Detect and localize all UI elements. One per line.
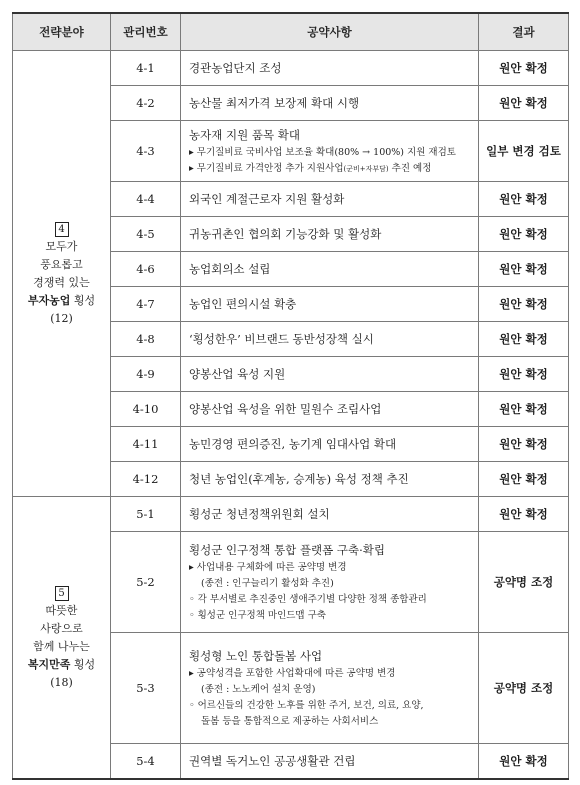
item-sub: ▸ 공약성격을 포함한 사업확대에 따른 공약명 변경 xyxy=(189,668,396,679)
item-title: 양봉산업 육성 지원 xyxy=(181,357,479,392)
item-result: 원안 확정 xyxy=(479,392,569,427)
item-number: 5-1 xyxy=(111,497,181,532)
item-sub: ◦ 어르신들의 건강한 노후를 위한 주거, 보건, 의료, 요양, xyxy=(189,700,424,711)
category-number-5: 5 xyxy=(55,586,69,601)
item-title: 농산물 최저가격 보장제 확대 시행 xyxy=(181,86,479,121)
category-count: (12) xyxy=(50,311,73,325)
item-sub: ▸ 사업내용 구체화에 따른 공약명 변경 xyxy=(189,562,347,573)
item-title: 청년 농업인(후계농, 승계농) 육성 정책 추진 xyxy=(181,462,479,497)
item-result: 원안 확정 xyxy=(479,357,569,392)
item-number: 4-9 xyxy=(111,357,181,392)
category-keyword: 복지만족 xyxy=(27,657,71,671)
item-sub-text: ▸ 무기질비료 가격안정 추가 지원사업 xyxy=(189,163,344,174)
category-text: 풍요롭고 xyxy=(40,257,83,271)
item-result: 원안 확정 xyxy=(479,462,569,497)
item-title: 농민경영 편의증진, 농기계 임대사업 확대 xyxy=(181,427,479,462)
category-cell-5 xyxy=(13,497,111,780)
item-sub: 돌봄 등을 통합적으로 제공하는 사회서비스 xyxy=(201,716,379,727)
header-result: 결과 xyxy=(479,13,569,51)
item-sub xyxy=(189,161,472,177)
item-detail xyxy=(181,633,479,744)
item-title: 농업인 편의시설 확충 xyxy=(181,287,479,322)
item-result: 원안 확정 xyxy=(479,497,569,532)
category-text: 횡성 xyxy=(70,293,96,307)
item-sub: (종전 : 인구늘리기 활성화 추진) xyxy=(201,578,334,589)
item-result: 원안 확정 xyxy=(479,322,569,357)
table-row xyxy=(13,51,569,86)
item-title: 권역별 독거노인 공공생활관 건립 xyxy=(181,744,479,780)
category-text: 모두가 xyxy=(45,239,78,253)
item-sub: ◦ 횡성군 인구정책 마인드맵 구축 xyxy=(189,610,326,621)
item-number: 4-2 xyxy=(111,86,181,121)
item-number: 4-11 xyxy=(111,427,181,462)
category-text: 사랑으로 xyxy=(40,621,83,635)
item-result: 원안 확정 xyxy=(479,86,569,121)
item-number: 4-10 xyxy=(111,392,181,427)
item-number: 4-4 xyxy=(111,182,181,217)
item-sub: ▸ 무기질비료 국비사업 보조율 확대(80% → 100%) 지원 재검토 xyxy=(189,147,456,158)
category-text: 경쟁력 있는 xyxy=(33,275,90,289)
item-title: ‘횡성한우’ 비브랜드 동반성장책 실시 xyxy=(181,322,479,357)
category-text: 따뜻한 xyxy=(45,603,78,617)
item-number: 4-6 xyxy=(111,252,181,287)
item-title: 횡성군 인구정책 통합 플랫폼 구축·확립 xyxy=(189,543,386,557)
category-cell-4 xyxy=(13,51,111,497)
category-text: 횡성 xyxy=(70,657,96,671)
item-result: 원안 확정 xyxy=(479,427,569,462)
item-number: 5-2 xyxy=(111,532,181,633)
item-number: 4-5 xyxy=(111,217,181,252)
item-result: 공약명 조정 xyxy=(479,532,569,633)
category-count: (18) xyxy=(50,675,73,689)
category-number-4: 4 xyxy=(55,222,69,237)
item-number: 4-7 xyxy=(111,287,181,322)
header-number: 관리번호 xyxy=(111,13,181,51)
category-keyword: 부자농업 xyxy=(27,293,71,307)
header-strategy: 전략분야 xyxy=(13,13,111,51)
item-result: 원안 확정 xyxy=(479,287,569,322)
item-detail xyxy=(181,121,479,182)
item-title: 농업회의소 설립 xyxy=(181,252,479,287)
item-number: 4-8 xyxy=(111,322,181,357)
item-sub-text: 추진 예정 xyxy=(388,163,432,174)
item-result: 원안 확정 xyxy=(479,217,569,252)
item-detail xyxy=(181,532,479,633)
item-result: 원안 확정 xyxy=(479,182,569,217)
table-row xyxy=(13,497,569,532)
item-result: 일부 변경 검토 xyxy=(479,121,569,182)
item-number: 4-3 xyxy=(111,121,181,182)
item-title: 경관농업단지 조성 xyxy=(181,51,479,86)
header-row xyxy=(13,13,569,51)
item-sub: (종전 : 노노케어 설치 운영) xyxy=(201,684,316,695)
item-title: 외국인 계절근로자 지원 활성화 xyxy=(181,182,479,217)
item-number: 4-1 xyxy=(111,51,181,86)
item-title: 횡성형 노인 통합돌봄 사업 xyxy=(189,649,323,663)
item-number: 5-3 xyxy=(111,633,181,744)
item-sub-note: (군비+자부담) xyxy=(343,165,389,173)
item-sub: ◦ 각 부서별로 추진중인 생애주기별 다양한 정책 종합관리 xyxy=(189,594,427,605)
item-title: 양봉산업 육성을 위한 밀원수 조림사업 xyxy=(181,392,479,427)
item-number: 4-12 xyxy=(111,462,181,497)
item-title: 농자재 지원 품목 확대 xyxy=(189,128,300,142)
item-result: 원안 확정 xyxy=(479,744,569,780)
item-title: 귀농귀촌인 협의회 기능강화 및 활성화 xyxy=(181,217,479,252)
item-result: 원안 확정 xyxy=(479,51,569,86)
item-title: 횡성군 청년정책위원회 설치 xyxy=(181,497,479,532)
category-text: 함께 나누는 xyxy=(33,639,90,653)
item-number: 5-4 xyxy=(111,744,181,780)
item-result: 원안 확정 xyxy=(479,252,569,287)
pledge-table xyxy=(12,12,569,780)
item-result: 공약명 조정 xyxy=(479,633,569,744)
header-pledge: 공약사항 xyxy=(181,13,479,51)
